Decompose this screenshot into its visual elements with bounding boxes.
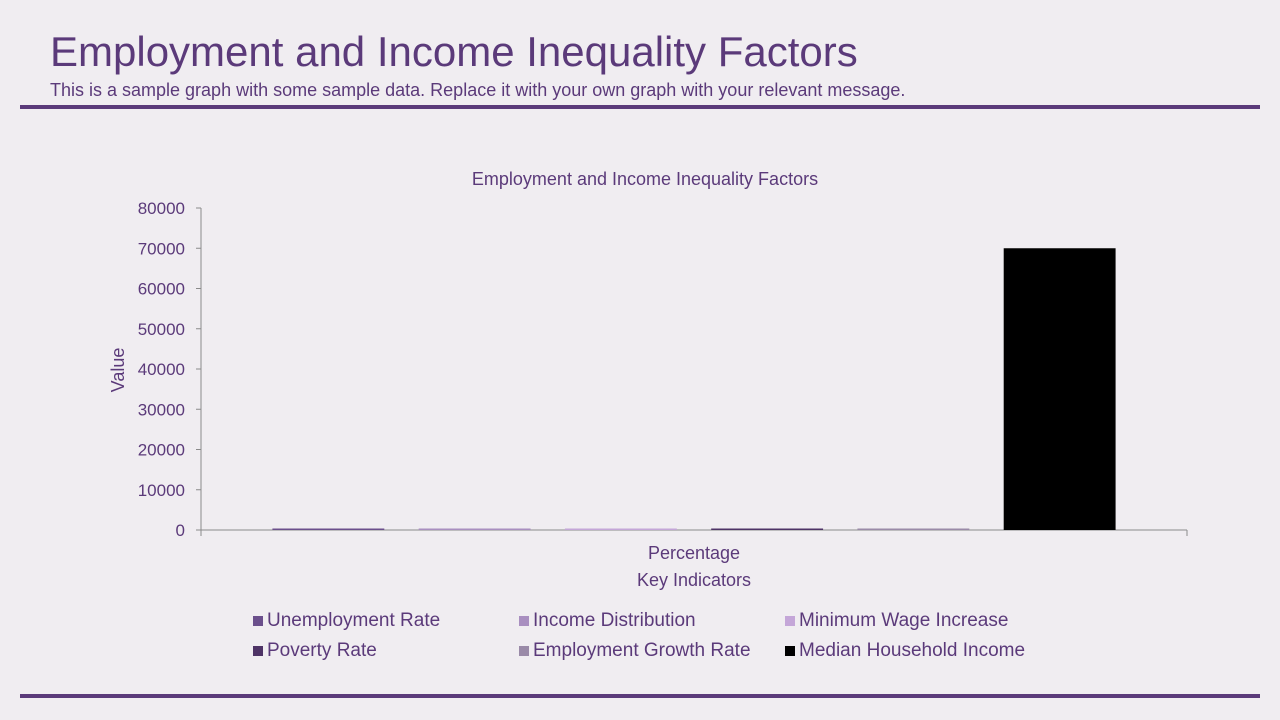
bar-income-distribution [419, 529, 531, 531]
x-axis [201, 530, 1187, 563]
y-tick-label: 60000 [137, 279, 185, 299]
bar-employment-growth-rate [857, 529, 969, 531]
chart-legend [253, 610, 1051, 662]
slide-title: Employment and Income Inequality Factors [50, 28, 858, 75]
legend-item [253, 610, 519, 632]
chart-title: Employment and Income Inequality Factors [471, 169, 819, 189]
y-axis-label: Value [108, 347, 128, 393]
y-tick-label: 30000 [137, 400, 185, 420]
bar-median-household-income [1004, 248, 1116, 530]
legend-item [519, 610, 785, 632]
legend-swatch [519, 616, 529, 626]
legend-label: Income Distribution [533, 610, 696, 631]
legend-swatch [253, 646, 263, 656]
legend-swatch [785, 616, 795, 626]
x-axis-label: Key Indicators [636, 570, 752, 590]
y-tick-label: 10000 [137, 480, 185, 500]
slide-subtitle: This is a sample graph with some sample data. Replace it with your own graph with your relevant message. [50, 80, 906, 100]
y-tick-label: 40000 [137, 360, 185, 379]
y-tick-label: 20000 [137, 440, 185, 460]
y-axis [138, 199, 201, 540]
bar-unemployment-rate [272, 529, 384, 531]
legend-item [785, 610, 1051, 632]
bars-group [272, 248, 1115, 530]
legend-label: Employment Growth Rate [533, 640, 751, 661]
bottom-divider [20, 694, 1260, 698]
legend-label: Minimum Wage Increase [799, 610, 1009, 631]
legend-item [785, 640, 1051, 662]
y-tick-label: 70000 [137, 239, 185, 259]
bar-minimum-wage-increase [565, 529, 677, 531]
legend-swatch [785, 646, 795, 656]
bar-poverty-rate [711, 529, 823, 531]
legend-label: Unemployment Rate [267, 610, 441, 631]
legend-item [253, 640, 519, 662]
y-tick-label: 50000 [137, 319, 185, 339]
y-tick-label: 0 [175, 521, 185, 540]
legend-swatch [519, 646, 529, 656]
y-tick-label: 80000 [137, 199, 185, 218]
legend-label: Median Household Income [799, 640, 1026, 661]
legend-item [519, 640, 785, 662]
legend-swatch [253, 616, 263, 626]
legend-label: Poverty Rate [267, 640, 377, 661]
x-tick-label: Percentage [647, 543, 741, 563]
